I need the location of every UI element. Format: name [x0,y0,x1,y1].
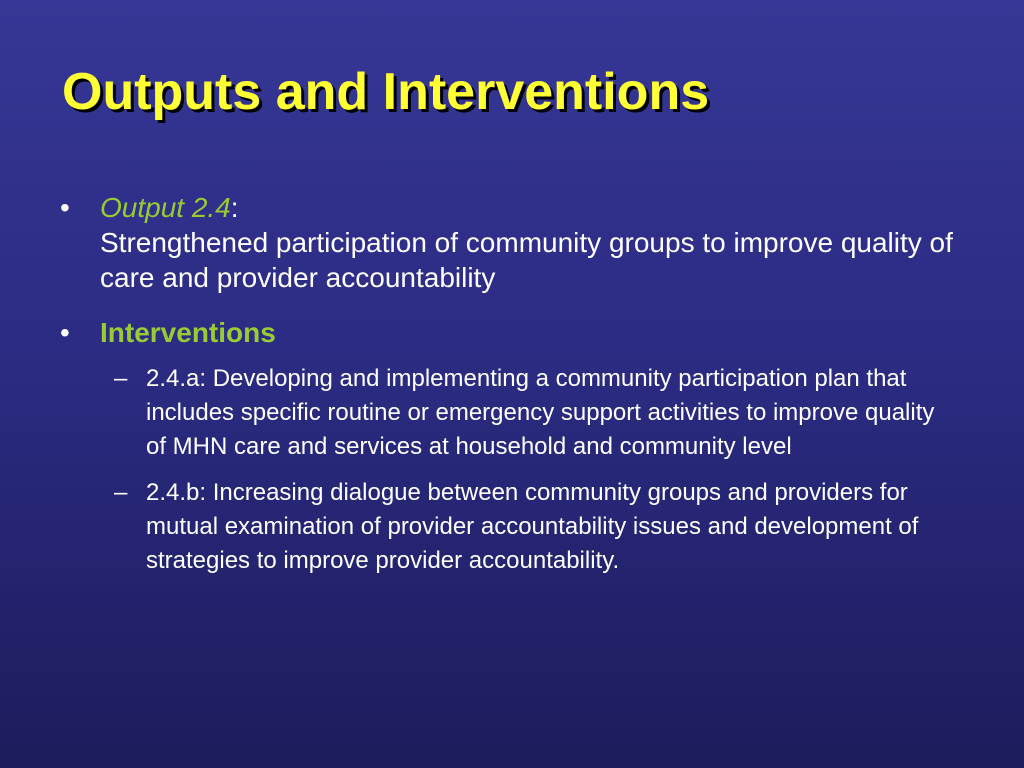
dash-icon: – [114,365,128,392]
bullet-output [60,190,960,295]
bullet-icon: • [60,317,70,348]
intervention-item [100,362,936,464]
interventions-label: Interventions [100,317,276,348]
output-description: Strengthened participation of community groups to improve quality of care and provider accountability [100,227,953,293]
output-colon: : [230,192,239,223]
interventions-list [100,362,960,578]
dash-icon: – [114,479,128,507]
bullet-list [60,190,960,578]
intervention-text: 2.4.b: Increasing dialogue between community groups and providers for mutual examination of provider accountability issues and development of strategies to improve provider accountability. [146,479,919,575]
output-label: Output 2.4 [100,192,231,223]
intervention-item [100,476,936,578]
slide-title: Outputs and Interventions [62,63,710,121]
bullet-interventions [60,315,960,578]
bullet-icon: • [60,192,70,223]
intervention-text: 2.4.a: Developing and implementing a community participation plan that includes specific routine or emergency support activities to improve quality of MHN care and services at household and community level [146,365,935,461]
